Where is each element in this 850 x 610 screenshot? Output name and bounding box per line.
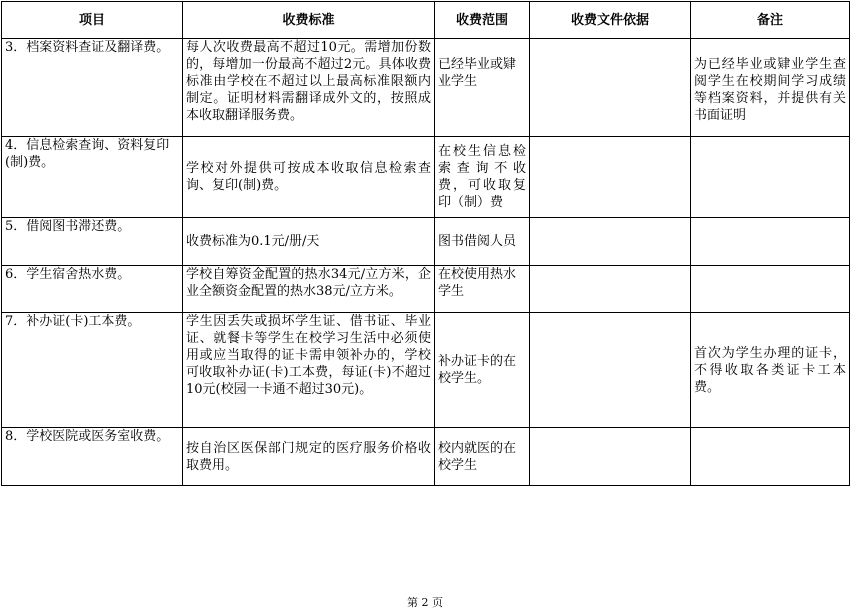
row-standard: 每人次收费最高不超过10元。需增加份数的，每增加一份最高不超过2元。具体收费标准由学校在不超过以上最高标准限额内制定。证明材料需翻译成外文的，按照成本收取翻译服务费。 xyxy=(183,39,435,137)
table-row xyxy=(2,218,850,266)
fee-table xyxy=(1,1,850,486)
row-scope: 在校生信息检索查询不收费，可收取复印（制）费 xyxy=(435,137,530,218)
row-standard: 学生因丢失或损坏学生证、借书证、毕业证、就餐卡等学生在校学习生活中必须使用或应当取得的证卡需申领补办的，学校可收取补办证(卡)工本费，每证(卡)不超过10元(校园一卡通不超过30元)。 xyxy=(183,313,435,428)
row-item: 7．补办证(卡)工本费。 xyxy=(2,313,183,428)
row-item: 8．学校医院或医务室收费。 xyxy=(2,428,183,486)
table-row xyxy=(2,313,850,428)
row-remarks: 为已经毕业或肄业学生查阅学生在校期间学习成绩等档案资料，并提供有关书面证明 xyxy=(691,39,850,137)
header-scope: 收费范围 xyxy=(435,2,530,39)
row-scope: 补办证卡的在校学生。 xyxy=(435,313,530,428)
table-header-row xyxy=(2,2,850,39)
row-remarks xyxy=(691,266,850,313)
page-number: 第 2 页 xyxy=(407,596,443,609)
row-scope: 在校使用热水学生 xyxy=(435,266,530,313)
row-item: 5．借阅图书滞还费。 xyxy=(2,218,183,266)
table-row xyxy=(2,39,850,137)
row-item: 4．信息检索查询、资料复印(制)费。 xyxy=(2,137,183,218)
table-row xyxy=(2,266,850,313)
row-basis xyxy=(530,39,691,137)
header-item: 项目 xyxy=(2,2,183,39)
header-standard: 收费标准 xyxy=(183,2,435,39)
row-basis xyxy=(530,428,691,486)
row-scope: 图书借阅人员 xyxy=(435,218,530,266)
table-row xyxy=(2,428,850,486)
row-scope: 已经毕业或肄业学生 xyxy=(435,39,530,137)
row-basis xyxy=(530,218,691,266)
row-remarks xyxy=(691,137,850,218)
header-remarks: 备注 xyxy=(691,2,850,39)
row-standard: 按自治区医保部门规定的医疗服务价格收取费用。 xyxy=(183,428,435,486)
row-item: 6．学生宿舍热水费。 xyxy=(2,266,183,313)
row-standard: 学校对外提供可按成本收取信息检索查询、复印(制)费。 xyxy=(183,137,435,218)
row-item: 3．档案资料查证及翻译费。 xyxy=(2,39,183,137)
row-scope: 校内就医的在校学生 xyxy=(435,428,530,486)
row-basis xyxy=(530,313,691,428)
header-basis: 收费文件依据 xyxy=(530,2,691,39)
row-remarks: 首次为学生办理的证卡，不得收取各类证卡工本费。 xyxy=(691,313,850,428)
row-basis xyxy=(530,137,691,218)
row-standard: 学校自筹资金配置的热水34元/立方米，企业全额资金配置的热水38元/立方米。 xyxy=(183,266,435,313)
row-remarks xyxy=(691,428,850,486)
table-row xyxy=(2,137,850,218)
row-remarks xyxy=(691,218,850,266)
row-basis xyxy=(530,266,691,313)
row-standard: 收费标准为0.1元/册/天 xyxy=(183,218,435,266)
